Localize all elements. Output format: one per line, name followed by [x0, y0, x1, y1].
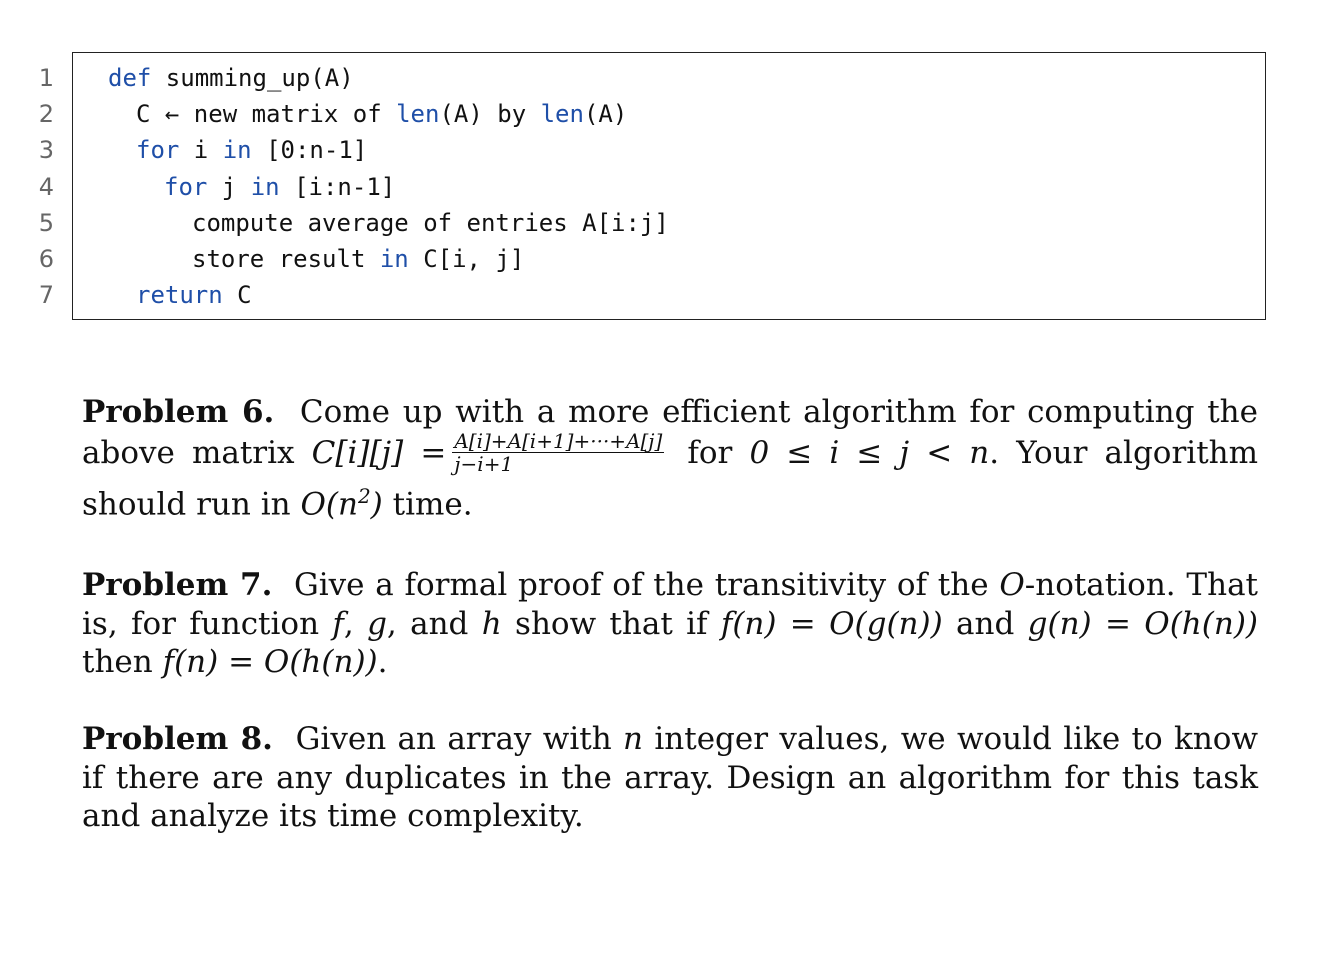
problem-6-text-a: Come up with a more efficient algorithm for computing the above matrix [82, 394, 1258, 471]
code-text: summing_up(A) [151, 64, 354, 92]
problem-7-text-f: then [82, 644, 163, 680]
code-text: compute average of entries A[i:j] [192, 208, 669, 237]
problem-8-text-a: Given an array with [295, 721, 624, 757]
code-text: (A) by [439, 100, 541, 129]
problem-8-text-b: integer values, we would like to know if there are any duplicates in the array. Design an algorithm for this task and analyze its time complexity. [82, 721, 1258, 834]
code-line [108, 169, 669, 205]
problem-6-bound-exp: 2 [357, 483, 371, 508]
problem-7-expr-3: f(n) = O(h(n)) [162, 644, 378, 680]
code-line [108, 132, 669, 168]
line-number: 7 [38, 281, 54, 310]
code-line [108, 241, 669, 277]
line-number: 5 [38, 208, 54, 237]
problem-7-comma: , [343, 605, 368, 642]
problem-6-bound-b: ) [370, 485, 383, 522]
problem-7-expr-2: g(n) = O(h(n)) [1027, 605, 1259, 642]
problem-7-text-e: and [942, 605, 1028, 642]
problem-7-o-symbol: O [999, 567, 1025, 603]
code-text: (A) [583, 100, 628, 129]
problem-7-func-h: h [481, 605, 502, 642]
code-line [108, 205, 669, 241]
problem-6-bound-a: O(n [300, 485, 358, 522]
code-keyword: len [540, 100, 584, 129]
problem-7 [82, 566, 1258, 682]
code-text: C[i, j] [408, 244, 525, 273]
code-text: store result [192, 244, 380, 273]
problem-6 [82, 393, 1258, 523]
problem-7-func-g: g [367, 605, 387, 642]
problem-6-text-b: for [670, 434, 750, 471]
code-keyword: def [108, 64, 152, 92]
line-number: 6 [38, 244, 54, 273]
code-line [108, 277, 669, 313]
problem-6-range-expr: 0 ≤ i ≤ j < n [749, 434, 990, 471]
code-line [108, 96, 669, 132]
line-number: 4 [38, 172, 54, 201]
problem-7-expr-1: f(n) = O(g(n)) [720, 605, 943, 642]
code-text: [0:n-1] [251, 136, 368, 165]
code-text: C ← new matrix of [136, 100, 397, 129]
problem-7-text-c: , and [386, 605, 482, 642]
code-keyword: in [250, 172, 280, 201]
fraction-denominator: j−i+1 [454, 451, 514, 476]
code-keyword: for [164, 172, 208, 201]
code-text: i [179, 136, 223, 165]
code-keyword: for [136, 136, 180, 165]
line-number: 1 [38, 64, 54, 92]
problem-8-var-n: n [623, 721, 643, 757]
code-text: C [222, 281, 252, 310]
fraction-numerator: A[i]+A[i+1]+···+A[j] [454, 428, 663, 453]
code-keyword: return [136, 281, 223, 310]
code-text: j [207, 172, 251, 201]
problem-8 [82, 720, 1258, 836]
problem-7-text-a: Give a formal proof of the transitivity of the [293, 567, 1000, 603]
code-line [108, 60, 669, 96]
code-text: [i:n-1] [279, 172, 396, 201]
code-keyword: len [396, 100, 440, 129]
problem-6-matrix-expr: C[i][j] = [311, 434, 447, 471]
code-keyword: in [222, 136, 252, 165]
problem-6-text-c: . Your algorithm should run in [82, 434, 1259, 522]
problem-7-text-b: -notation. That is, for function [82, 567, 1259, 642]
code-lines [108, 60, 669, 313]
problem-6-fraction [452, 430, 664, 475]
problem-6-text-d: time. [382, 485, 473, 522]
problem-7-text-g: . [377, 644, 388, 680]
problem-6-heading: Problem 6. [82, 394, 275, 430]
problem-8-heading: Problem 8. [82, 721, 273, 757]
problem-7-heading: Problem 7. [82, 567, 273, 603]
code-keyword: in [379, 244, 409, 273]
line-number: 2 [38, 100, 54, 129]
problem-7-func-f: f [332, 605, 344, 642]
problem-7-text-d: show that if [501, 605, 721, 642]
line-number: 3 [38, 136, 54, 165]
line-numbers [0, 60, 56, 313]
